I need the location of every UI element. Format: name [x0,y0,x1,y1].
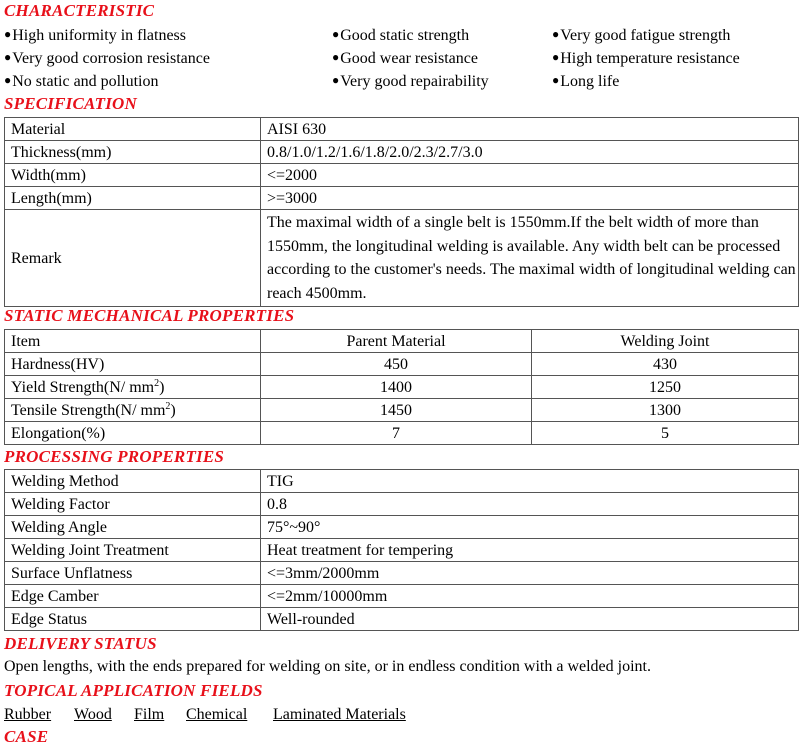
feature-item: ●No static and pollution [4,73,159,90]
static-properties-heading: STATIC MECHANICAL PROPERTIES [4,306,295,325]
delivery-status-heading: DELIVERY STATUS [4,634,157,653]
application-link-chemical[interactable]: Chemical [186,706,248,723]
characteristic-heading: CHARACTERISTIC [4,1,155,20]
static-properties-table [4,329,799,445]
property-value: <=2mm/10000mm [261,585,799,608]
property-label: Welding Angle [5,516,261,539]
table-row [5,187,799,210]
table-row [5,376,799,399]
feature-item: ●Good static strength [332,27,470,44]
table-row [5,493,799,516]
feature-item: ●Long life [552,73,620,90]
application-link-wood[interactable]: Wood [74,706,112,723]
item-cell: Tensile Strength(N/ $mm^2$) [5,399,261,422]
parent-cell: 7 [261,422,532,445]
bullet-icon: ● [332,27,340,41]
spec-value: AISI 630 [261,118,799,141]
bullet-icon: ● [4,27,12,41]
feature-item: ●High uniformity in flatness [4,27,187,44]
feature-item: ●High temperature resistance [552,50,740,67]
feature-item: ●Good wear resistance [332,50,478,67]
table-row [5,118,799,141]
processing-properties-heading: PROCESSING PROPERTIES [4,447,225,466]
table-row [5,399,799,422]
property-value: <=3mm/2000mm [261,562,799,585]
delivery-status-text: Open lengths, with the ends prepared for welding on site, or in endless condition with a welded joint. [4,658,651,675]
table-row [5,562,799,585]
spec-label: Length(mm) [5,187,261,210]
specification-table [4,117,799,307]
spec-label: Width(mm) [5,164,261,187]
property-label: Welding Method [5,470,261,493]
bullet-icon: ● [4,50,12,64]
property-label: Edge Status [5,608,261,631]
case-heading: CASE [4,727,49,746]
bullet-icon: ● [4,73,12,87]
item-cell: Elongation(%) [5,422,261,445]
bullet-icon: ● [332,50,340,64]
table-row [5,164,799,187]
application-link-film[interactable]: Film [134,706,165,723]
column-header: Parent Material [261,330,532,353]
property-label: Welding Joint Treatment [5,539,261,562]
item-cell: Hardness(HV) [5,353,261,376]
spec-label: Material [5,118,261,141]
property-value: Heat treatment for tempering [261,539,799,562]
feature-item: ●Very good repairability [332,73,489,90]
spec-value: 0.8/1.0/1.2/1.6/1.8/2.0/2.3/2.7/3.0 [261,141,799,164]
feature-item: ●Very good fatigue strength [552,27,731,44]
application-link-laminated-materials[interactable]: Laminated Materials [273,706,406,723]
spec-value: <=2000 [261,164,799,187]
table-row [5,539,799,562]
table-row [5,585,799,608]
table-row [5,422,799,445]
joint-cell: 430 [532,353,799,376]
property-value: 0.8 [261,493,799,516]
joint-cell: 5 [532,422,799,445]
specification-heading: SPECIFICATION [4,94,137,113]
parent-cell: 1450 [261,399,532,422]
joint-cell: 1250 [532,376,799,399]
spec-value: >=3000 [261,187,799,210]
column-header: Welding Joint [532,330,799,353]
spec-label: Thickness(mm) [5,141,261,164]
application-fields-heading: TOPICAL APPLICATION FIELDS [4,681,263,700]
feature-item: ●Very good corrosion resistance [4,50,210,67]
property-label: Edge Camber [5,585,261,608]
application-link-rubber[interactable]: Rubber [4,706,52,723]
table-row [5,470,799,493]
bullet-icon: ● [552,27,560,41]
joint-cell: 1300 [532,399,799,422]
bullet-icon: ● [552,50,560,64]
property-value: TIG [261,470,799,493]
property-label: Welding Factor [5,493,261,516]
processing-properties-table [4,469,799,631]
column-header: Item [5,330,261,353]
property-label: Surface Unflatness [5,562,261,585]
property-value: Well-rounded [261,608,799,631]
bullet-icon: ● [332,73,340,87]
spec-label: Remark [5,210,261,307]
table-row [5,353,799,376]
table-row [5,608,799,631]
parent-cell: 450 [261,353,532,376]
parent-cell: 1400 [261,376,532,399]
property-value: 75°~90° [261,516,799,539]
spec-remark: The maximal width of a single belt is 1550mm.If the belt width of more than 1550mm, the longitudinal welding is available. Any width belt can be processed according to the customer's needs. The maximal width of longitudinal welding can reach 4500mm. [261,210,799,307]
table-header-row [5,330,799,353]
item-cell: Yield Strength(N/ $mm^2$) [5,376,261,399]
table-row [5,141,799,164]
table-row [5,210,799,307]
bullet-icon: ● [552,73,560,87]
table-row [5,516,799,539]
